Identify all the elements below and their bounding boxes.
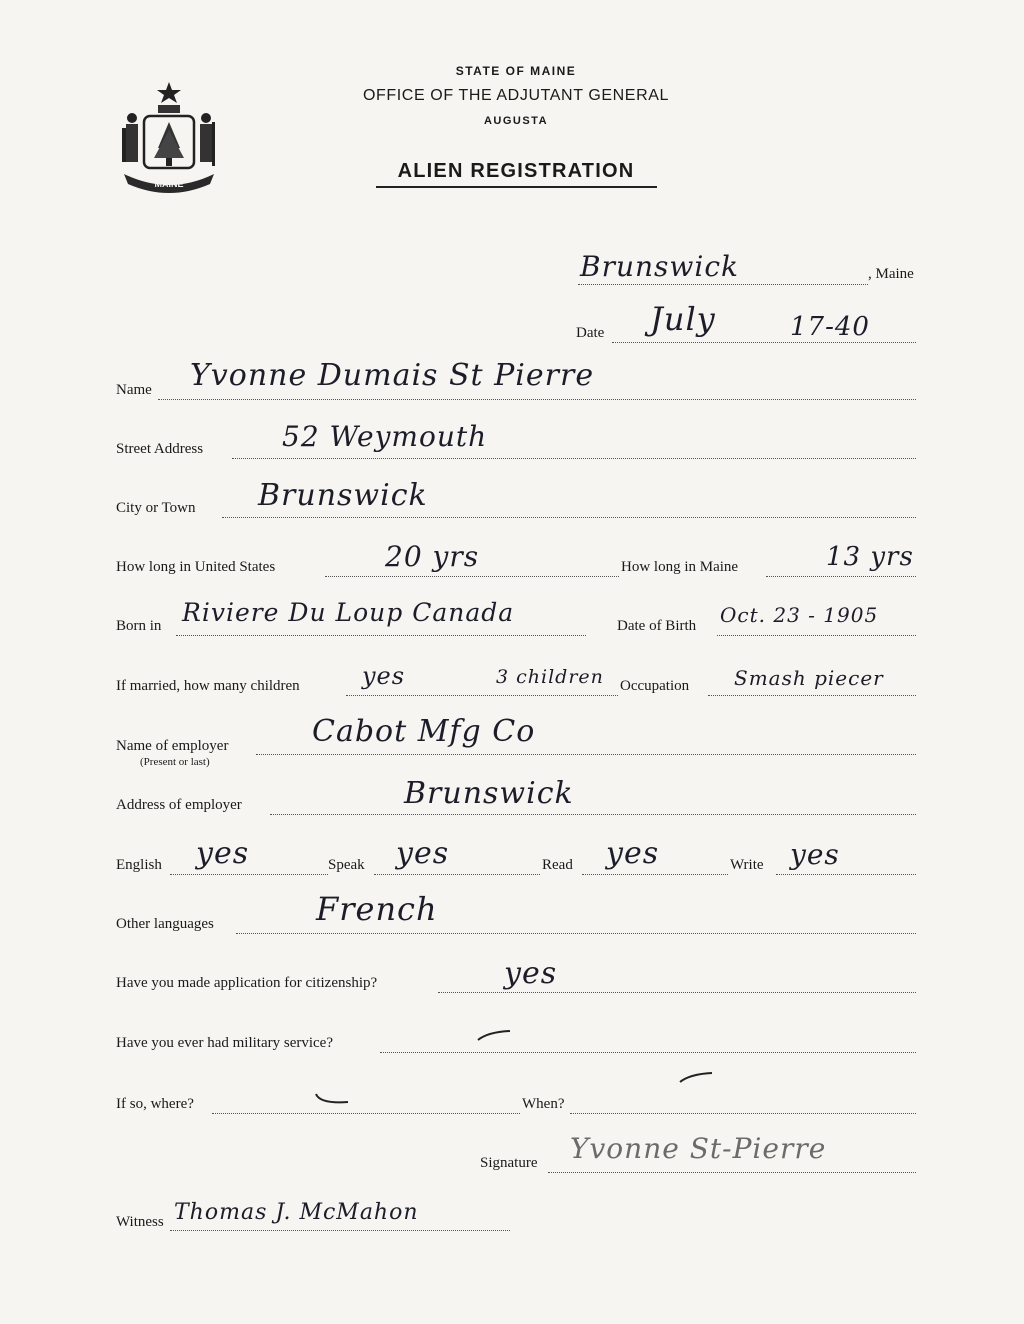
form-title: ALIEN REGISTRATION bbox=[397, 160, 635, 182]
street-address-line bbox=[232, 458, 916, 459]
employer-name-value: Cabot Mfg Co bbox=[312, 714, 536, 749]
english-line bbox=[170, 874, 328, 875]
town-line bbox=[578, 284, 868, 285]
how-long-us-value: 20 yrs bbox=[385, 540, 480, 573]
office-heading: OFFICE OF THE ADJUTANT GENERAL bbox=[362, 87, 670, 104]
where-dash-mark bbox=[312, 1092, 352, 1108]
street-address-value: 52 Weymouth bbox=[282, 420, 488, 453]
how-long-us-line bbox=[325, 576, 619, 577]
city-or-town-line bbox=[222, 517, 916, 518]
date-month-value: July bbox=[650, 300, 716, 338]
how-long-maine-value: 13 yrs bbox=[826, 542, 914, 572]
employer-address-value: Brunswick bbox=[404, 776, 574, 811]
signature-value: Yvonne St-Pierre bbox=[570, 1132, 827, 1165]
speak-label: Speak bbox=[328, 857, 365, 873]
military-dash-mark bbox=[474, 1028, 514, 1044]
when-line bbox=[570, 1113, 916, 1114]
occupation-line bbox=[708, 695, 916, 696]
how-long-us-label: How long in United States bbox=[116, 559, 276, 575]
write-value: yes bbox=[790, 838, 840, 871]
when-label: When? bbox=[522, 1096, 565, 1112]
seal-banner-text: MAINE bbox=[154, 179, 184, 189]
english-value: yes bbox=[196, 836, 250, 871]
maine-label: , Maine bbox=[868, 266, 914, 282]
where-line bbox=[212, 1113, 520, 1114]
city-heading: AUGUSTA bbox=[483, 115, 549, 127]
born-in-value: Riviere Du Loup Canada bbox=[182, 598, 515, 627]
citizenship-line bbox=[438, 992, 916, 993]
military-label: Have you ever had military service? bbox=[116, 1035, 333, 1051]
name-label: Name bbox=[116, 382, 152, 398]
employer-name-label: Name of employer bbox=[116, 738, 229, 754]
speak-value: yes bbox=[396, 836, 450, 871]
date-of-birth-label: Date of Birth bbox=[617, 618, 697, 634]
other-languages-line bbox=[236, 933, 916, 934]
speak-line bbox=[374, 874, 540, 875]
how-long-maine-line bbox=[766, 576, 916, 577]
citizenship-value: yes bbox=[504, 956, 558, 991]
title-underline bbox=[376, 186, 657, 188]
english-label: English bbox=[116, 857, 162, 873]
when-dash-mark bbox=[676, 1070, 716, 1086]
witness-label: Witness bbox=[116, 1214, 164, 1230]
occupation-value: Smash piecer bbox=[734, 666, 884, 690]
citizenship-label: Have you made application for citizenship? bbox=[116, 975, 378, 991]
city-or-town-value: Brunswick bbox=[258, 478, 428, 513]
witness-value: Thomas J. McMahon bbox=[174, 1200, 419, 1225]
read-line bbox=[582, 874, 728, 875]
employer-address-label: Address of employer bbox=[116, 797, 242, 813]
military-line bbox=[380, 1052, 916, 1053]
how-long-maine-label: How long in Maine bbox=[621, 559, 739, 575]
witness-line bbox=[170, 1230, 510, 1231]
other-languages-label: Other languages bbox=[116, 916, 214, 932]
employer-name-line bbox=[256, 754, 916, 755]
employer-note: (Present or last) bbox=[140, 756, 210, 768]
date-label: Date bbox=[576, 325, 605, 341]
read-value: yes bbox=[606, 836, 660, 871]
married-children-line bbox=[346, 695, 618, 696]
signature-label: Signature bbox=[480, 1155, 538, 1171]
children-value: 3 children bbox=[496, 666, 604, 688]
town-value: Brunswick bbox=[580, 250, 739, 283]
born-in-line bbox=[176, 635, 586, 636]
date-line bbox=[612, 342, 916, 343]
signature-line bbox=[548, 1172, 916, 1173]
state-heading: STATE OF MAINE bbox=[455, 64, 577, 78]
date-of-birth-value: Oct. 23 - 1905 bbox=[720, 603, 879, 627]
city-or-town-label: City or Town bbox=[116, 500, 196, 516]
where-label: If so, where? bbox=[116, 1096, 194, 1112]
married-children-label: If married, how many children bbox=[116, 678, 300, 694]
occupation-label: Occupation bbox=[620, 678, 690, 694]
date-day-value: 17-40 bbox=[790, 312, 870, 342]
street-address-label: Street Address bbox=[116, 441, 204, 457]
write-label: Write bbox=[730, 857, 764, 873]
date-of-birth-line bbox=[717, 635, 916, 636]
write-line bbox=[776, 874, 916, 875]
born-in-label: Born in bbox=[116, 618, 162, 634]
name-line bbox=[158, 399, 916, 400]
read-label: Read bbox=[542, 857, 573, 873]
married-value: yes bbox=[362, 662, 406, 690]
employer-address-line bbox=[270, 814, 916, 815]
other-languages-value: French bbox=[316, 890, 438, 928]
name-value: Yvonne Dumais St Pierre bbox=[190, 358, 595, 393]
